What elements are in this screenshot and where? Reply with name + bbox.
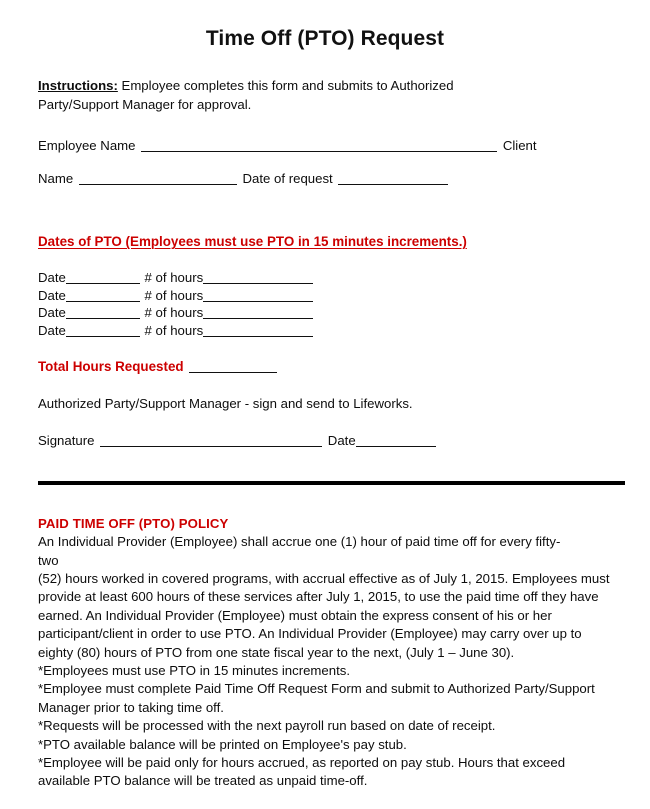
spacer xyxy=(38,450,612,481)
hours-label: # of hours xyxy=(144,322,204,338)
spacer xyxy=(38,413,612,431)
signature-input[interactable] xyxy=(100,434,322,447)
date-label: Date xyxy=(38,270,66,286)
hours-label: # of hours xyxy=(144,305,204,321)
instructions-label: Instructions: xyxy=(38,78,118,94)
name-label: Name xyxy=(38,171,74,187)
table-row xyxy=(38,322,612,340)
spacer xyxy=(38,485,612,515)
policy-line: *Employee must complete Paid Time Off Request Form and submit to Authorized Party/Support Manager prior to taking time off. xyxy=(38,681,595,715)
hours-input[interactable] xyxy=(203,306,313,319)
date-input[interactable] xyxy=(66,289,140,302)
policy-line: two xyxy=(38,552,59,568)
instructions-block xyxy=(38,76,508,114)
date-of-request-label: Date of request xyxy=(242,171,333,187)
employee-name-row xyxy=(38,136,612,155)
policy-heading: PAID TIME OFF (PTO) POLICY xyxy=(38,516,229,532)
policy-line: An Individual Provider (Employee) shall accrue one (1) hour of paid time off for every fifty- xyxy=(38,534,561,550)
table-row xyxy=(38,269,612,287)
page-title: Time Off (PTO) Request xyxy=(205,27,445,50)
policy-line: (52) hours worked in covered programs, with accrual effective as of July 1, 2015. Employees must provide at least 600 hours of these services after July 1, 2015, to use the paid time off they have earned. An Individual Provider (Employee) must obtain the express consent of his or her participant/client in order to use PTO. An Individual Provider (Employee) may carry over up to eighty (80) hours of PTO from one state fiscal year to the next, (July 1 – June 30). xyxy=(38,570,610,660)
hours-input[interactable] xyxy=(203,289,313,302)
total-hours-label: Total Hours Requested xyxy=(38,359,184,375)
signature-date-label: Date xyxy=(327,433,356,449)
hours-input[interactable] xyxy=(203,271,313,284)
policy-line: *PTO available balance will be printed on Employee's pay stub. xyxy=(38,736,407,752)
name-input[interactable] xyxy=(79,172,237,185)
spacer xyxy=(38,376,612,394)
spacer xyxy=(38,188,612,232)
spacer xyxy=(38,339,612,357)
document-body xyxy=(0,76,650,791)
date-of-request-input[interactable] xyxy=(338,172,448,185)
authorized-party-note: Authorized Party/Support Manager - sign and send to Lifeworks. xyxy=(38,396,413,412)
hours-label: # of hours xyxy=(144,270,204,286)
signature-label: Signature xyxy=(38,433,95,449)
spacer xyxy=(38,251,612,267)
signature-date-input[interactable] xyxy=(356,434,436,447)
spacer xyxy=(38,155,612,169)
dates-of-pto-heading-row xyxy=(38,232,612,251)
table-row xyxy=(38,287,612,305)
dates-of-pto-heading: Dates of PTO (Employees must use PTO in 15 minutes increments.) xyxy=(38,234,467,250)
date-input[interactable] xyxy=(66,324,140,337)
spacer xyxy=(38,114,612,136)
name-row xyxy=(38,169,612,188)
policy-line: *Requests will be processed with the next payroll run based on date of receipt. xyxy=(38,718,496,734)
policy-line: *Employees must use PTO in 15 minutes increments. xyxy=(38,662,350,678)
total-hours-row xyxy=(38,357,612,376)
policy-line: *Employee will be paid only for hours accrued, as reported on pay stub. Hours that exceed available PTO balance will be treated as unpaid time-off. xyxy=(38,754,566,789)
table-row xyxy=(38,304,612,322)
pto-date-rows xyxy=(38,269,612,339)
date-input[interactable] xyxy=(66,271,140,284)
total-hours-input[interactable] xyxy=(189,360,277,373)
hours-label: # of hours xyxy=(144,287,204,303)
date-label: Date xyxy=(38,305,66,321)
policy-heading-row xyxy=(38,515,612,533)
employee-name-label: Employee Name xyxy=(38,138,136,154)
date-label: Date xyxy=(38,287,66,303)
date-input[interactable] xyxy=(66,306,140,319)
hours-input[interactable] xyxy=(203,324,313,337)
instructions-text: Employee completes this form and submits to Authorized Party/Support Manager for approval. xyxy=(38,78,454,113)
policy-body xyxy=(38,533,612,791)
employee-name-input[interactable] xyxy=(141,139,497,152)
signature-row xyxy=(38,431,612,450)
date-label: Date xyxy=(38,322,66,338)
client-label: Client xyxy=(502,138,537,154)
